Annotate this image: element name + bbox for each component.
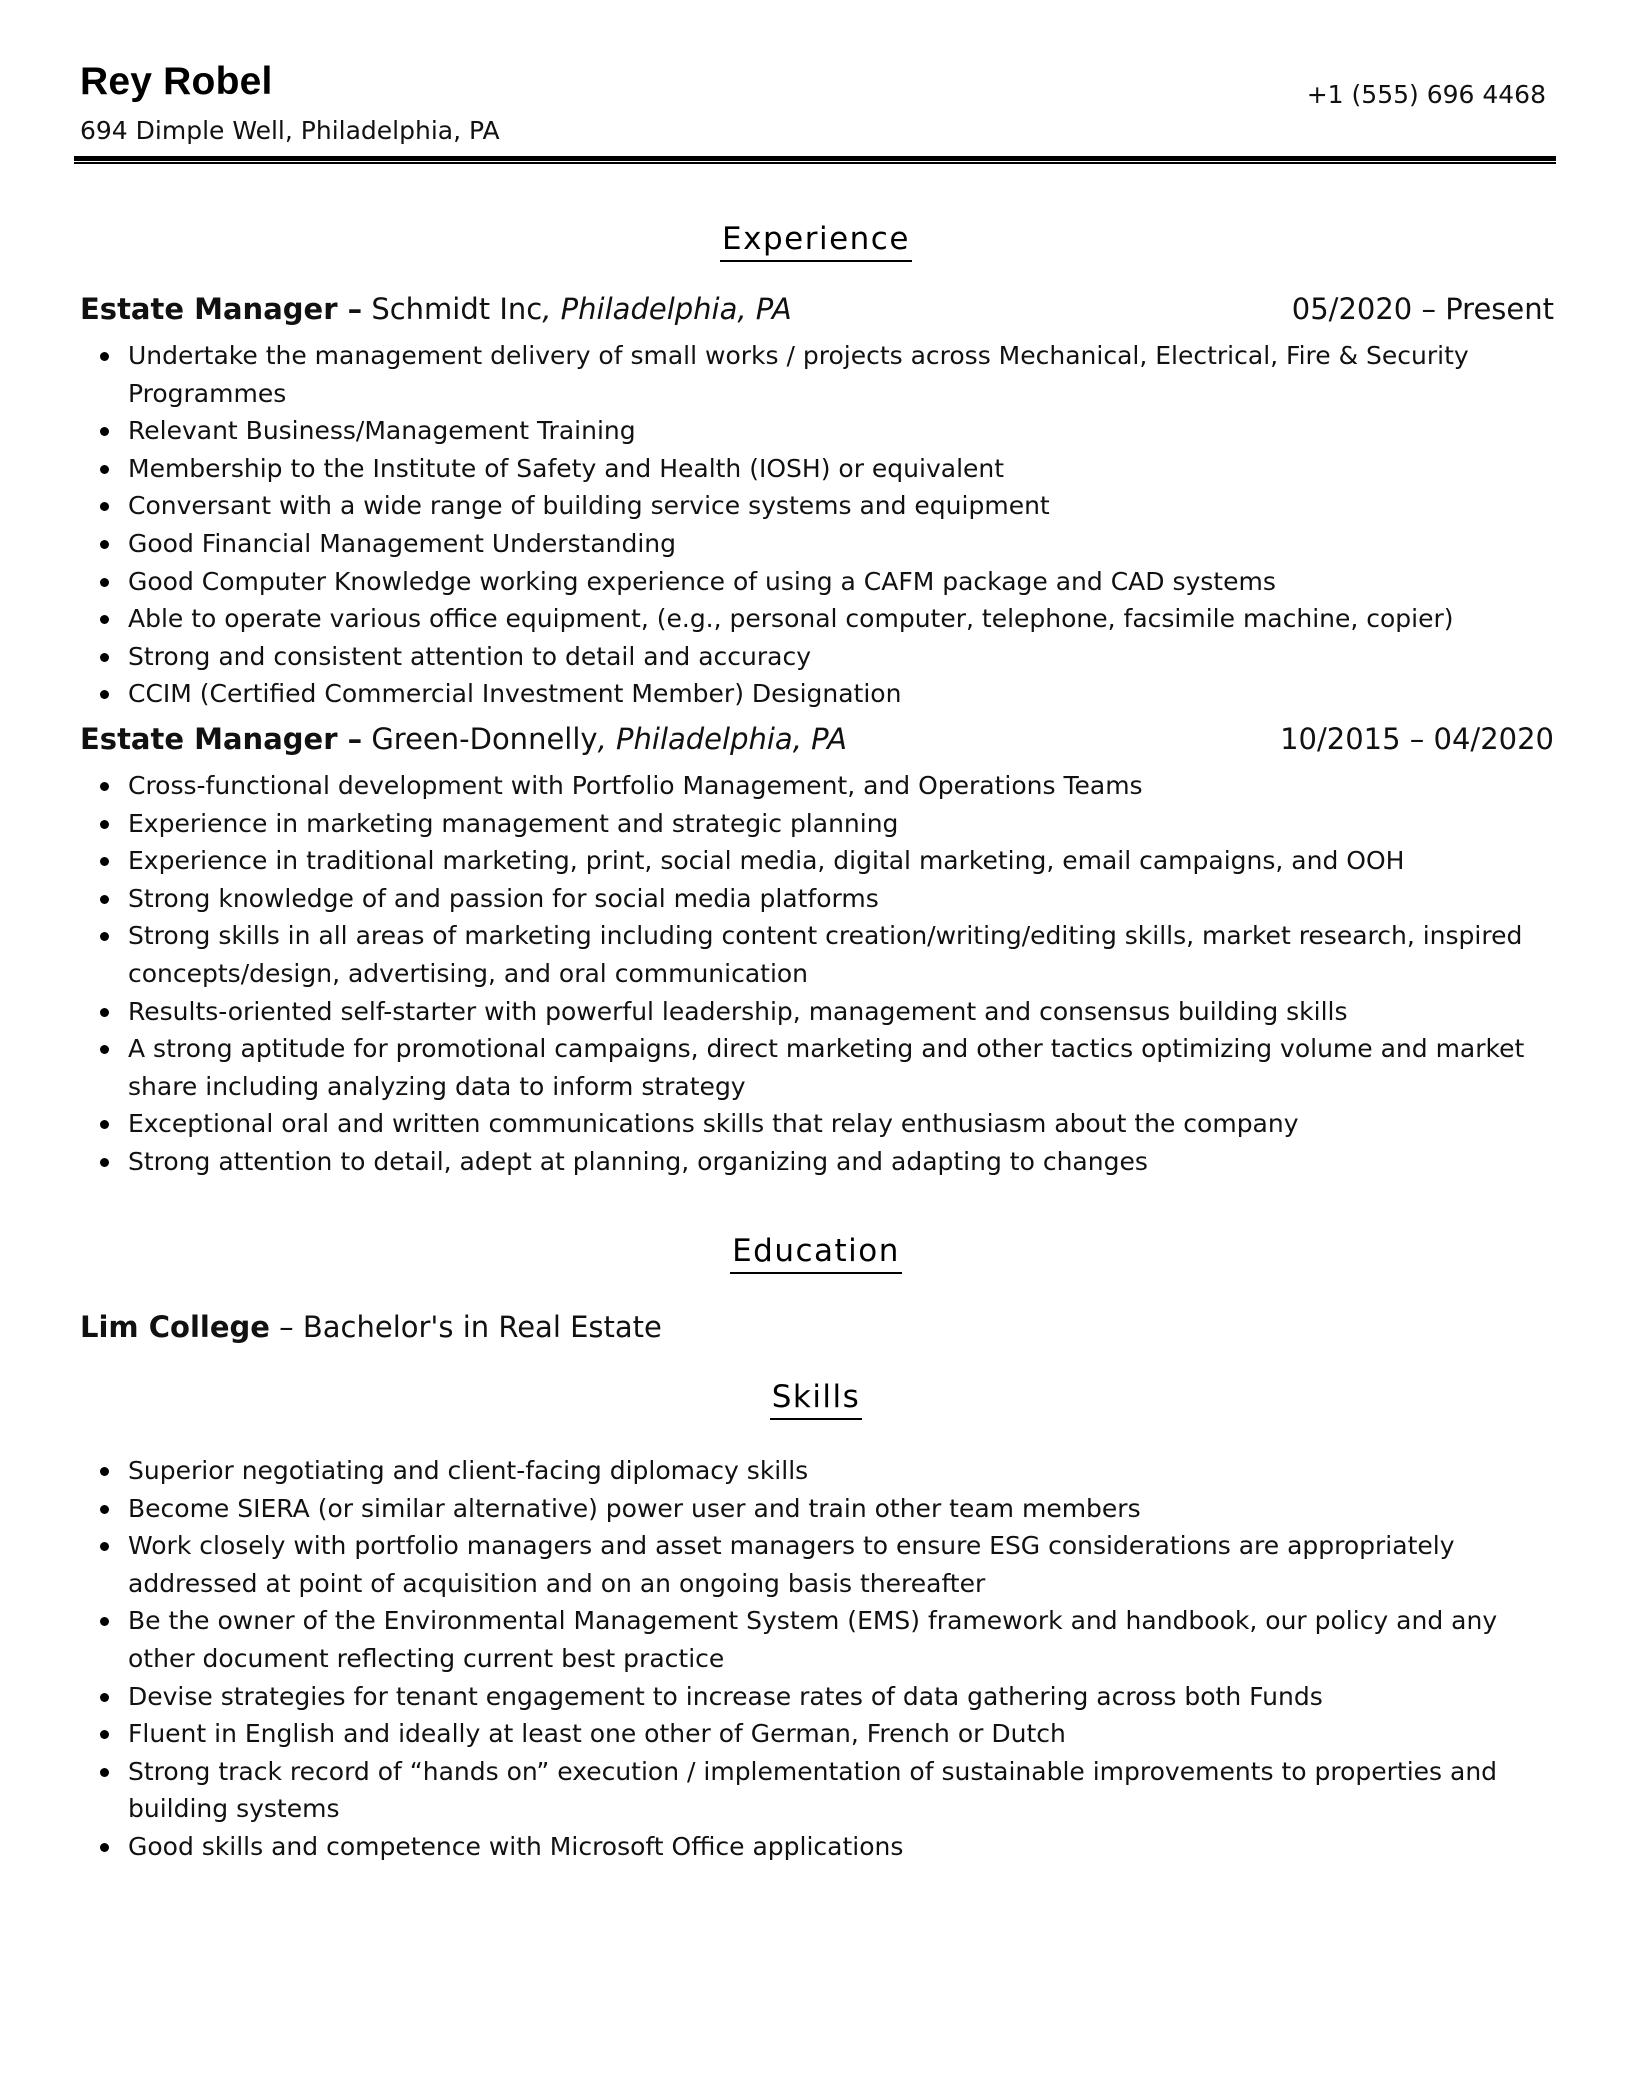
- candidate-phone: +1 (555) 696 4468: [1306, 80, 1546, 109]
- list-item: Relevant Business/Management Training: [100, 412, 1560, 450]
- list-item: Work closely with portfolio managers and asset managers to ensure ESG considerations are appropriately addressed at point of acquisition and on an ongoing basis thereafter: [100, 1527, 1560, 1602]
- list-item: Be the owner of the Environmental Management System (EMS) framework and handbook, our policy and any other document reflecting current best practice: [100, 1602, 1560, 1677]
- header-divider: [74, 156, 1556, 164]
- list-item: Undertake the management delivery of small works / projects across Mechanical, Electrical, Fire & Security Programmes: [100, 337, 1560, 412]
- job-1-title: Estate Manager –: [80, 292, 363, 326]
- job-2-dates: 10/2015 – 04/2020: [1280, 722, 1554, 756]
- job-2-header: [80, 722, 1554, 756]
- job-2-title: Estate Manager –: [80, 722, 363, 756]
- list-item: Good Financial Management Understanding: [100, 525, 1560, 563]
- list-item: Fluent in English and ideally at least one other of German, French or Dutch: [100, 1715, 1560, 1753]
- job-2-location: , Philadelphia, PA: [597, 722, 848, 756]
- job-2-bullets: [100, 767, 1560, 1181]
- list-item: Strong and consistent attention to detail and accuracy: [100, 638, 1560, 676]
- job-2-company: Green-Donnelly: [371, 722, 598, 756]
- list-item: Exceptional oral and written communications skills that relay enthusiasm about the company: [100, 1105, 1560, 1143]
- list-item: Cross-functional development with Portfolio Management, and Operations Teams: [100, 767, 1560, 805]
- skills-bullets: [100, 1452, 1560, 1866]
- education-heading: Education: [0, 1232, 1632, 1274]
- list-item: A strong aptitude for promotional campaigns, direct marketing and other tactics optimizing volume and market share including analyzing data to inform strategy: [100, 1030, 1560, 1105]
- experience-heading: Experience: [0, 220, 1632, 262]
- list-item: Good skills and competence with Microsoft Office applications: [100, 1828, 1560, 1866]
- skills-heading: Skills: [0, 1378, 1632, 1420]
- job-1-dates: 05/2020 – Present: [1291, 292, 1554, 326]
- job-1-company: Schmidt Inc: [371, 292, 543, 326]
- education-school: Lim College: [80, 1310, 270, 1344]
- list-item: Membership to the Institute of Safety and Health (IOSH) or equivalent: [100, 450, 1560, 488]
- list-item: Good Computer Knowledge working experience of using a CAFM package and CAD systems: [100, 563, 1560, 601]
- list-item: Superior negotiating and client-facing diplomacy skills: [100, 1452, 1560, 1490]
- list-item: Strong skills in all areas of marketing including content creation/writing/editing skills, market research, inspired concepts/design, advertising, and oral communication: [100, 917, 1560, 992]
- list-item: CCIM (Certified Commercial Investment Member) Designation: [100, 675, 1560, 713]
- candidate-name: Rey Robel: [80, 60, 273, 103]
- job-1-header: [80, 292, 1554, 326]
- job-1-location: , Philadelphia, PA: [542, 292, 792, 326]
- list-item: Conversant with a wide range of building service systems and equipment: [100, 487, 1560, 525]
- list-item: Strong track record of “hands on” execution / implementation of sustainable improvements to properties and building systems: [100, 1753, 1560, 1828]
- list-item: Strong knowledge of and passion for social media platforms: [100, 880, 1560, 918]
- list-item: Able to operate various office equipment, (e.g., personal computer, telephone, facsimile machine, copier): [100, 600, 1560, 638]
- list-item: Devise strategies for tenant engagement to increase rates of data gathering across both Funds: [100, 1678, 1560, 1716]
- list-item: Strong attention to detail, adept at planning, organizing and adapting to changes: [100, 1143, 1560, 1181]
- list-item: Become SIERA (or similar alternative) power user and train other team members: [100, 1490, 1560, 1528]
- education-degree: – Bachelor's in Real Estate: [269, 1310, 662, 1344]
- job-1-bullets: [100, 337, 1560, 713]
- education-entry: [80, 1310, 662, 1344]
- candidate-address: 694 Dimple Well, Philadelphia, PA: [80, 116, 500, 145]
- list-item: Experience in traditional marketing, print, social media, digital marketing, email campaigns, and OOH: [100, 842, 1560, 880]
- list-item: Results-oriented self-starter with powerful leadership, management and consensus building skills: [100, 993, 1560, 1031]
- list-item: Experience in marketing management and strategic planning: [100, 805, 1560, 843]
